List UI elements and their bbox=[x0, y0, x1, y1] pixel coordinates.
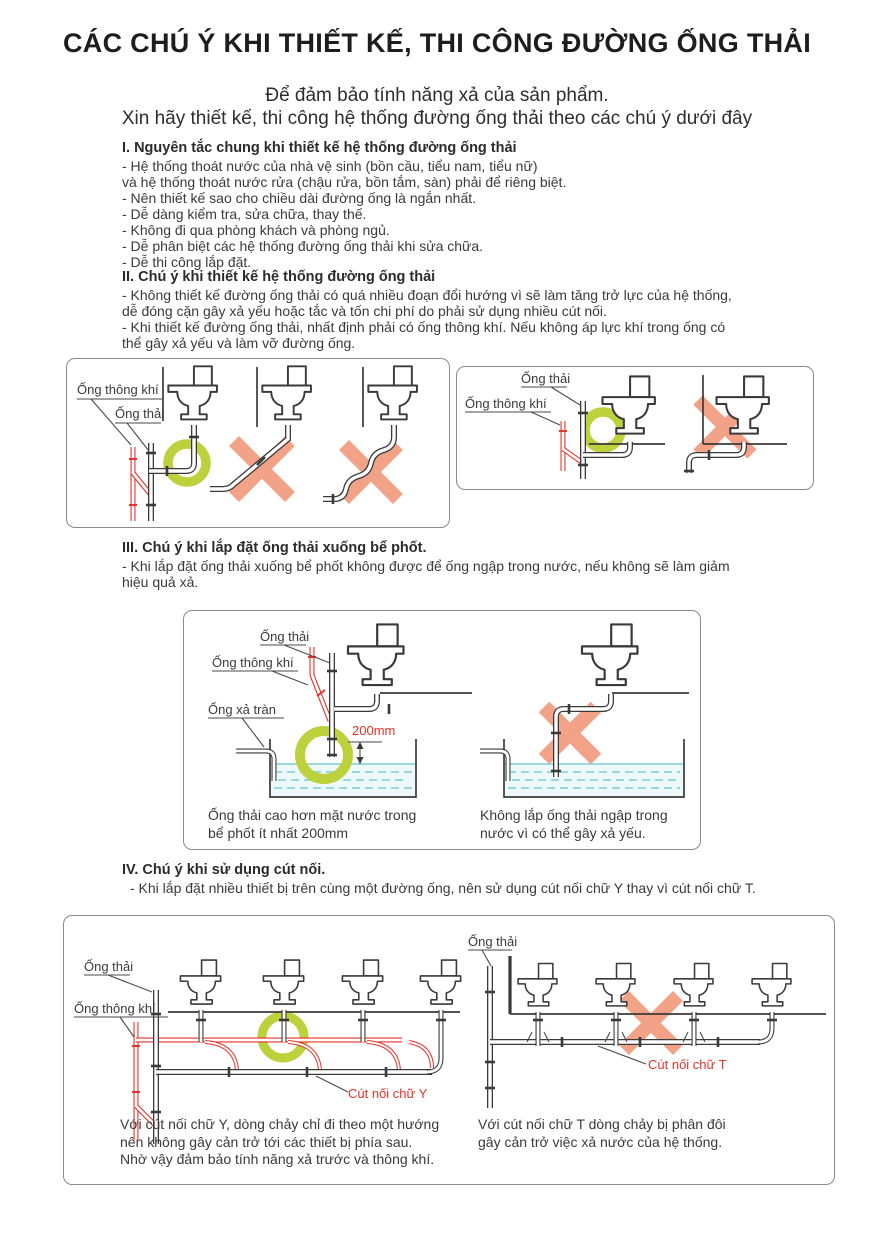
diagram-box-vent-right bbox=[456, 366, 814, 490]
body-line: - Không thiết kế đường ống thải có quá nhiều đoạn đổi hướng vì sẽ làm tăng trở lực của hệ thống, bbox=[122, 287, 732, 303]
body-line: - Dễ phân biệt các hệ thống đường ống thải khi sửa chữa. bbox=[122, 238, 484, 254]
ok-mark-icon bbox=[168, 444, 206, 482]
label-waste-pipe bbox=[115, 406, 164, 451]
page-subtitle bbox=[0, 84, 874, 130]
diagram-vent-routing bbox=[67, 359, 446, 524]
label-vent-pipe bbox=[212, 655, 308, 685]
body-line: - Hệ thống thoát nước của nhà vệ sinh (bồn cầu, tiểu nam, tiểu nữ) bbox=[122, 158, 538, 174]
label-t-fitting bbox=[598, 1046, 727, 1072]
caption-septic-ng: Không lắp ống thải ngập trong nước vì có thể gây xả yếu. bbox=[480, 807, 668, 841]
label-waste-pipe bbox=[84, 959, 152, 992]
body-line: dễ đóng cặn gây xả yếu hoặc tắc và tốn chi phí do phải sử dụng nhiều cút nối. bbox=[122, 303, 607, 319]
body-line: - Khi thiết kế đường ống thải, nhất định phải có ống thông khí. Nếu không áp lực khí trong ống có bbox=[122, 319, 726, 335]
water-right bbox=[505, 764, 683, 796]
svg-text:Ống thải: Ống thải bbox=[84, 959, 134, 974]
section-1-heading: I. Nguyên tắc chung khi thiết kế hệ thống đường ống thải bbox=[122, 140, 517, 156]
body-line: và hệ thống thoát nước rửa (chậu rửa, bồn tắm, sàn) phải để riêng biệt. bbox=[122, 174, 567, 190]
label-overflow-pipe bbox=[208, 702, 284, 747]
caption-y-fitting: Với cút nối chữ Y, dòng chảy chỉ đi theo một hướng nên không gây cản trở tới các thiết bị phía sau. Nhờ vậy đảm bảo tính năng xả trước và thông khí. bbox=[120, 1116, 440, 1167]
svg-text:Ống thông khí: Ống thông khí bbox=[212, 655, 294, 670]
label-y-fitting bbox=[316, 1076, 428, 1101]
subtitle-line-2: Xin hãy thiết kế, thi công hệ thống đường ống thải theo các chú ý dưới đây bbox=[121, 108, 753, 129]
diagram-vent-stack bbox=[457, 367, 810, 486]
body-line: - Khi lắp đặt ống thải xuống bể phốt không được để ống ngập trong nước, nếu không sẽ làm giảm bbox=[122, 558, 730, 574]
svg-text:Ống thải: Ống thải bbox=[468, 934, 518, 949]
svg-text:Ống thông khí: Ống thông khí bbox=[77, 382, 159, 397]
svg-text:Ống thông khí: Ống thông khí bbox=[74, 1001, 156, 1016]
section-4 bbox=[122, 862, 756, 896]
svg-text:Ống thải: Ống thải bbox=[521, 371, 571, 386]
svg-text:Ống thông khí: Ống thông khí bbox=[465, 396, 547, 411]
section-2 bbox=[122, 269, 732, 351]
body-line: hiệu quả xả. bbox=[122, 574, 199, 590]
ng-cross-icon bbox=[234, 441, 290, 497]
dimension-200mm bbox=[348, 723, 395, 764]
page-title: CÁC CHÚ Ý KHI THIẾT KẾ, THI CÔNG ĐƯỜNG ỐNG THẢI bbox=[62, 28, 812, 58]
section-3 bbox=[122, 540, 730, 590]
section-4-heading: IV. Chú ý khi sử dụng cút nối. bbox=[122, 862, 326, 878]
label-vent-pipe bbox=[465, 396, 560, 425]
svg-text:Ống thải: Ống thải bbox=[260, 629, 310, 644]
ng-cross-icon bbox=[344, 445, 398, 499]
vent-pipe-drawing bbox=[312, 647, 330, 721]
svg-text:Ống xả tràn: Ống xả tràn bbox=[208, 702, 276, 717]
body-line: - Nên thiết kế sao cho chiều dài đường ống là ngắn nhất. bbox=[122, 190, 477, 206]
body-line: - Khi lắp đặt nhiều thiết bị trên cùng một đường ống, nên sử dụng cút nối chữ Y thay vì cút nối chữ T. bbox=[130, 880, 756, 896]
y-fitting-drawing bbox=[205, 1042, 432, 1070]
section-1 bbox=[122, 140, 566, 270]
svg-text:Cút nối chữ Y: Cút nối chữ Y bbox=[348, 1086, 428, 1101]
body-line: - Dễ thi công lắp đặt. bbox=[122, 254, 252, 270]
caption-t-fitting: Với cút nối chữ T dòng chảy bị phân đôi gây cản trở việc xả nước của hệ thống. bbox=[478, 1116, 726, 1150]
caption-septic-ok: Ống thải cao hơn mặt nước trong bể phốt ít nhất 200mm bbox=[208, 807, 417, 841]
svg-text:200mm: 200mm bbox=[352, 723, 396, 738]
section-2-heading: II. Chú ý khi thiết kế hệ thống đường ống thải bbox=[122, 269, 436, 285]
body-line: thể gây xả yếu và làm vỡ đường ống. bbox=[122, 335, 356, 351]
diagram-box-fittings bbox=[63, 915, 835, 1185]
subtitle-line-1: Để đảm bảo tính năng xả của sản phẩm. bbox=[265, 85, 609, 106]
section-3-heading: III. Chú ý khi lắp đặt ống thải xuống bể phốt. bbox=[122, 540, 427, 556]
svg-text:Ống thải: Ống thải bbox=[115, 406, 165, 421]
body-line: - Dễ dàng kiểm tra, sửa chữa, thay thế. bbox=[122, 206, 367, 222]
body-line: - Không đi qua phòng khách và phòng ngủ. bbox=[122, 222, 390, 238]
svg-text:Cút nối chữ T: Cút nối chữ T bbox=[648, 1057, 727, 1072]
diagram-box-vent-left bbox=[66, 358, 450, 528]
diagram-box-septic bbox=[183, 610, 701, 850]
